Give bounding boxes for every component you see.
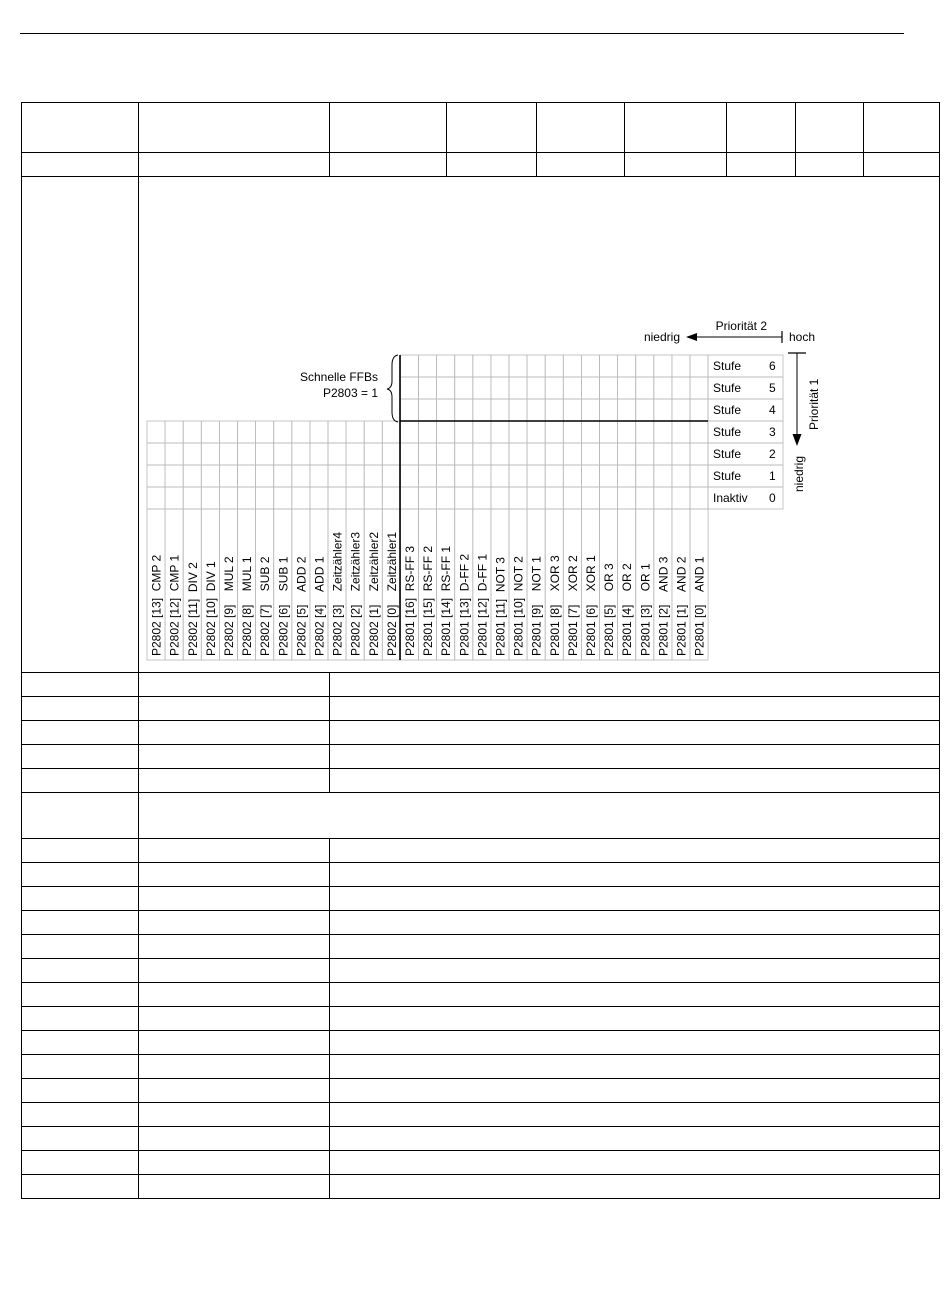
grid-cell: [491, 421, 509, 443]
column-label: P2802 [13] CMP 2: [149, 554, 164, 656]
grid-cell: [201, 421, 219, 443]
grid-cell: [165, 465, 183, 487]
grid-cell: [581, 355, 599, 377]
grid-cell: [509, 465, 527, 487]
grid-cell: [328, 421, 346, 443]
column-label: P2802 [12] CMP 1: [167, 554, 182, 656]
grid-cell: [328, 465, 346, 487]
grid-cell: [400, 399, 418, 421]
grid-cell: [346, 465, 364, 487]
column-label: P2801 [13] D-FF 2: [457, 553, 472, 656]
grid-cell: [473, 443, 491, 465]
grid-cell: [473, 487, 491, 509]
level-label: Stufe: [713, 425, 742, 439]
grid-cell: [654, 377, 672, 399]
grid-cell: [509, 443, 527, 465]
column-label: P2802 [6] SUB 1: [276, 556, 291, 656]
grid-cell: [256, 443, 274, 465]
description-row: [22, 177, 940, 673]
fast-ffbs-param: P2803 = 1: [322, 386, 378, 400]
grid-cell: [147, 487, 165, 509]
grid-cell: [473, 465, 491, 487]
column-label: P2801 [8] XOR 3: [547, 555, 562, 656]
grid-cell: [382, 421, 400, 443]
grid-cell: [690, 487, 708, 509]
grid-cell: [491, 465, 509, 487]
column-label: P2801 [10] NOT 2: [511, 556, 526, 656]
grid-cell: [274, 487, 292, 509]
grid-cell: [581, 465, 599, 487]
grid-cell: [310, 421, 328, 443]
grid-cell: [654, 421, 672, 443]
priority2-arrowhead: [686, 333, 697, 341]
grid-cell: [618, 443, 636, 465]
priority1-low-label: niedrig: [792, 455, 806, 492]
grid-cell: [563, 443, 581, 465]
grid-cell: [672, 465, 690, 487]
grid-cell: [654, 487, 672, 509]
grid-cell: [581, 443, 599, 465]
column-label: P2801 [1] AND 2: [674, 556, 689, 656]
grid-cell: [274, 465, 292, 487]
grid-cell: [400, 355, 418, 377]
priority2-low-label: niedrig: [643, 330, 680, 344]
grid-cell: [600, 355, 618, 377]
grid-cell: [545, 377, 563, 399]
level-value: 0: [769, 491, 776, 505]
grid-cell: [672, 443, 690, 465]
grid-cell: [509, 355, 527, 377]
grid-cell: [618, 399, 636, 421]
column-label: P2801 [4] OR 2: [620, 563, 635, 656]
grid-cell: [455, 399, 473, 421]
grid-cell: [437, 355, 455, 377]
grid-cell: [563, 355, 581, 377]
grid-cell: [636, 487, 654, 509]
table-row: [22, 769, 940, 793]
grid-cell: [400, 443, 418, 465]
table-row: [22, 1031, 940, 1055]
grid-cell: [455, 487, 473, 509]
grid-cell: [346, 421, 364, 443]
table-row: [22, 673, 940, 697]
table-row: [22, 1007, 940, 1031]
column-label: P2801 [12] D-FF 1: [475, 553, 490, 656]
grid-cell: [346, 487, 364, 509]
priority2-label: Priorität 2: [715, 319, 767, 333]
table-row: [22, 721, 940, 745]
grid-cell: [672, 399, 690, 421]
grid-cell: [419, 399, 437, 421]
grid-cell: [382, 465, 400, 487]
grid-cell: [238, 421, 256, 443]
column-label: P2801 [11] NOT 3: [493, 557, 508, 656]
grid-cell: [618, 487, 636, 509]
table-row: [22, 839, 940, 863]
grid-cell: [400, 377, 418, 399]
grid-cell: [545, 443, 563, 465]
grid-cell: [600, 465, 618, 487]
column-label: P2802 [4] ADD 1: [312, 556, 327, 656]
level-label: Stufe: [713, 469, 742, 483]
grid-cell: [600, 487, 618, 509]
grid-cell: [636, 355, 654, 377]
grid-cell: [563, 377, 581, 399]
grid-cell: [509, 399, 527, 421]
grid-cell: [364, 465, 382, 487]
level-value: 3: [769, 425, 776, 439]
column-label: P2802 [9] MUL 2: [221, 556, 236, 656]
grid-cell: [455, 443, 473, 465]
grid-cell: [183, 443, 201, 465]
grid-cell: [310, 443, 328, 465]
header-row: [22, 103, 940, 153]
grid-cell: [690, 421, 708, 443]
grid-cell: [419, 465, 437, 487]
grid-cell: [654, 465, 672, 487]
level-value: 4: [769, 403, 776, 417]
grid-cell: [491, 443, 509, 465]
grid-cell: [437, 377, 455, 399]
table-row: [22, 863, 940, 887]
grid-cell: [201, 465, 219, 487]
column-label: P2802 [5] ADD 2: [294, 556, 309, 656]
grid-cell: [509, 421, 527, 443]
level-value: 1: [769, 469, 776, 483]
table-row: [22, 697, 940, 721]
grid-cell: [364, 443, 382, 465]
grid-cell: [256, 487, 274, 509]
grid-cell: [201, 443, 219, 465]
grid-cell: [147, 465, 165, 487]
grid-cell: [654, 355, 672, 377]
grid-cell: [165, 443, 183, 465]
grid-cell: [437, 443, 455, 465]
grid-cell: [183, 487, 201, 509]
parameter-table: [21, 102, 940, 1199]
grid-cell: [563, 487, 581, 509]
grid-cell: [636, 465, 654, 487]
level-value: 5: [769, 381, 776, 395]
grid-cell: [400, 465, 418, 487]
grid-cell: [292, 487, 310, 509]
grid-cell: [600, 443, 618, 465]
grid-cell: [419, 377, 437, 399]
grid-cell: [183, 465, 201, 487]
column-label: P2801 [5] OR 3: [602, 563, 617, 656]
grid-cell: [654, 399, 672, 421]
grid-cell: [219, 443, 237, 465]
grid-cell: [473, 399, 491, 421]
grid-cell: [527, 465, 545, 487]
grid-cell: [419, 355, 437, 377]
grid-cell: [600, 421, 618, 443]
grid-cell: [364, 487, 382, 509]
grid-cell: [618, 377, 636, 399]
grid-cell: [274, 443, 292, 465]
grid-cell: [545, 355, 563, 377]
grid-cell: [437, 465, 455, 487]
grid-cell: [455, 355, 473, 377]
grid-cell: [672, 421, 690, 443]
priority-diagram: [139, 177, 939, 672]
grid-cell: [618, 355, 636, 377]
table-row: [22, 983, 940, 1007]
column-label: P2802 [3] Zeitzähler4: [330, 531, 345, 656]
grid-cell: [654, 443, 672, 465]
grid-cell: [256, 421, 274, 443]
grid-cell: [527, 355, 545, 377]
table-row: [22, 935, 940, 959]
grid-cell: [219, 487, 237, 509]
grid-cell: [690, 377, 708, 399]
grid-cell: [636, 421, 654, 443]
grid-cell: [437, 399, 455, 421]
level-label: Inaktiv: [713, 491, 748, 505]
grid-cell: [419, 443, 437, 465]
grid-cell: [238, 487, 256, 509]
level-label: Stufe: [713, 359, 742, 373]
grid-cell: [473, 421, 491, 443]
column-label: P2802 [2] Zeitzähler3: [348, 531, 363, 656]
grid-cell: [183, 421, 201, 443]
grid-cell: [509, 377, 527, 399]
grid-cell: [147, 421, 165, 443]
table-row: [22, 1103, 940, 1127]
fast-ffbs-title: Schnelle FFBs: [299, 370, 378, 384]
grid-cell: [618, 465, 636, 487]
grid-cell: [527, 377, 545, 399]
table-row: [22, 1175, 940, 1199]
grid-cell: [545, 421, 563, 443]
priority1-arrowhead: [793, 434, 802, 446]
column-label: P2801 [0] AND 1: [692, 556, 707, 656]
table-row: [22, 1127, 940, 1151]
grid-cell: [328, 443, 346, 465]
grid-cell: [527, 399, 545, 421]
grid-cell: [545, 487, 563, 509]
grid-cell: [419, 421, 437, 443]
column-label: P2801 [15] RS-FF 2: [421, 545, 436, 656]
grid-cell: [455, 377, 473, 399]
grid-cell: [328, 487, 346, 509]
grid-cell: [636, 443, 654, 465]
grid-cell: [437, 487, 455, 509]
grid-cell: [400, 487, 418, 509]
grid-cell: [491, 399, 509, 421]
grid-cell: [636, 399, 654, 421]
table-row: [22, 1055, 940, 1079]
grid-cell: [292, 465, 310, 487]
level-value: 6: [769, 359, 776, 373]
column-label: P2802 [8] MUL 1: [240, 556, 255, 656]
grid-cell: [563, 421, 581, 443]
grid-cell: [455, 465, 473, 487]
grid-cell: [364, 421, 382, 443]
grid-cell: [274, 421, 292, 443]
grid-cell: [581, 399, 599, 421]
priority-diagram-cell: [139, 177, 940, 673]
grid-cell: [147, 443, 165, 465]
table-row: [22, 1151, 940, 1175]
level-label: Stufe: [713, 381, 742, 395]
grid-cell: [563, 465, 581, 487]
grid-cell: [165, 487, 183, 509]
level-label: Stufe: [713, 447, 742, 461]
grid-cell: [382, 487, 400, 509]
grid-cell: [581, 421, 599, 443]
grid-cell: [165, 421, 183, 443]
table-row: [22, 745, 940, 769]
grid-cell: [672, 377, 690, 399]
grid-cell: [419, 487, 437, 509]
column-label: P2801 [6] XOR 1: [583, 555, 598, 656]
column-label: P2801 [7] XOR 2: [565, 555, 580, 656]
table-row: [22, 959, 940, 983]
grid-cell: [310, 487, 328, 509]
grid-cell: [672, 487, 690, 509]
grid-cell: [690, 443, 708, 465]
grid-cell: [581, 377, 599, 399]
column-label: P2802 [10] DIV 1: [203, 561, 218, 656]
column-label: P2801 [2] AND 3: [656, 556, 671, 656]
fast-ffbs-brace: [387, 355, 398, 422]
grid-cell: [346, 443, 364, 465]
header-rule: [20, 33, 904, 34]
column-label: P2801 [9] NOT 1: [529, 556, 544, 656]
level-label: Stufe: [713, 403, 742, 417]
column-label: P2801 [16] RS-FF 3: [402, 545, 417, 656]
grid-cell: [310, 465, 328, 487]
grid-cell: [292, 443, 310, 465]
grid-cell: [400, 421, 418, 443]
grid-cell: [545, 465, 563, 487]
grid-cell: [437, 421, 455, 443]
grid-cell: [509, 487, 527, 509]
grid-cell: [491, 487, 509, 509]
grid-cell: [545, 399, 563, 421]
grid-cell: [473, 355, 491, 377]
grid-cell: [563, 399, 581, 421]
grid-cell: [527, 421, 545, 443]
grid-cell: [219, 465, 237, 487]
priority2-high-label: hoch: [789, 330, 816, 344]
header-value-row: [22, 153, 940, 177]
grid-cell: [256, 465, 274, 487]
priority1-label: Priorität 1: [807, 378, 821, 430]
grid-cell: [690, 355, 708, 377]
grid-cell: [382, 443, 400, 465]
grid-cell: [527, 443, 545, 465]
grid-cell: [581, 487, 599, 509]
grid-cell: [636, 377, 654, 399]
table-row: [22, 911, 940, 935]
grid-cell: [238, 443, 256, 465]
grid-cell: [672, 355, 690, 377]
grid-cell: [201, 487, 219, 509]
column-label: P2801 [14] RS-FF 1: [439, 545, 454, 656]
section-row: [22, 793, 940, 839]
grid-cell: [600, 377, 618, 399]
grid-cell: [690, 465, 708, 487]
grid-cell: [219, 421, 237, 443]
column-label: P2802 [7] SUB 2: [258, 556, 273, 656]
table-row: [22, 887, 940, 911]
grid-cell: [600, 399, 618, 421]
column-label: P2802 [0] Zeitzähler1: [384, 531, 399, 656]
grid-cell: [690, 399, 708, 421]
level-value: 2: [769, 447, 776, 461]
grid-cell: [238, 465, 256, 487]
grid-cell: [292, 421, 310, 443]
column-label: P2802 [11] DIV 2: [185, 562, 200, 656]
grid-cell: [473, 377, 491, 399]
grid-cell: [455, 421, 473, 443]
grid-cell: [527, 487, 545, 509]
column-label: P2802 [1] Zeitzähler2: [366, 531, 381, 656]
grid-cell: [618, 421, 636, 443]
grid-cell: [491, 355, 509, 377]
table-row: [22, 1079, 940, 1103]
column-label: P2801 [3] OR 1: [638, 563, 653, 656]
grid-cell: [491, 377, 509, 399]
